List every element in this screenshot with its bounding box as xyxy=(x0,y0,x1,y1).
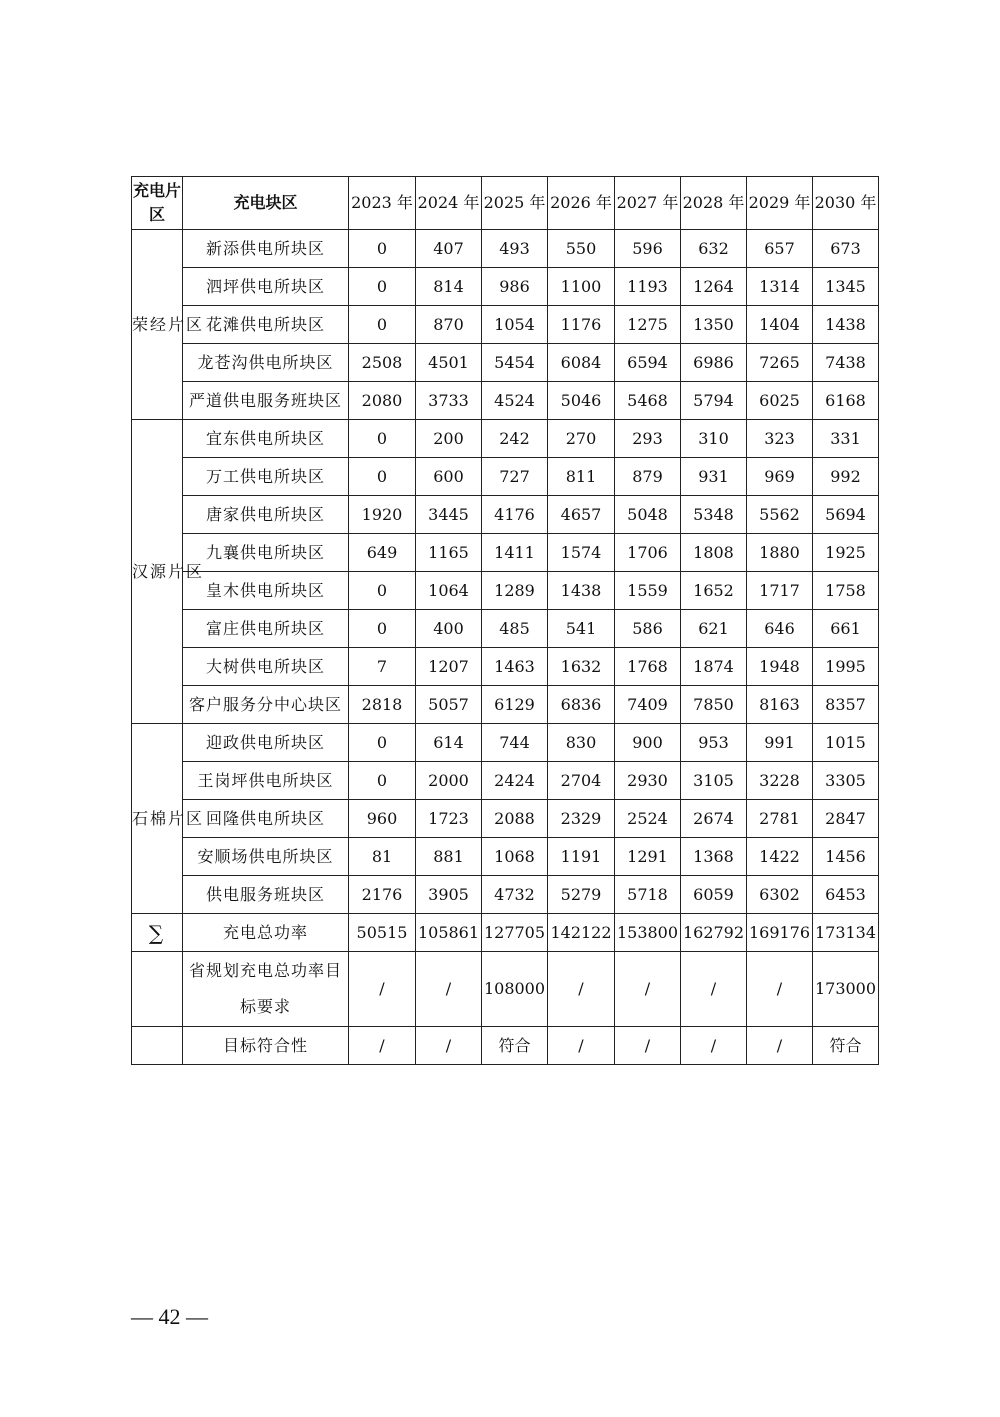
value-cell: 614 xyxy=(416,724,482,762)
value-cell: 992 xyxy=(813,458,879,496)
value-cell: 4176 xyxy=(482,496,548,534)
value-cell: 407 xyxy=(416,230,482,268)
value-cell: 1176 xyxy=(548,306,615,344)
value-cell: 986 xyxy=(482,268,548,306)
header-year-2023: 2023 年 xyxy=(349,177,416,230)
value-cell: 2080 xyxy=(349,382,416,420)
value-cell: 1456 xyxy=(813,838,879,876)
value-cell: 5468 xyxy=(615,382,681,420)
value-cell: 649 xyxy=(349,534,416,572)
block-name-cell: 泗坪供电所块区 xyxy=(183,268,349,306)
value-cell: 1264 xyxy=(681,268,747,306)
value-cell: 1559 xyxy=(615,572,681,610)
value-cell: 7438 xyxy=(813,344,879,382)
table-row xyxy=(132,382,879,420)
value-cell: / xyxy=(416,1027,482,1065)
table-row xyxy=(132,762,879,800)
value-cell: / xyxy=(548,1027,615,1065)
value-cell: 1438 xyxy=(813,306,879,344)
header-year-2028: 2028 年 xyxy=(681,177,747,230)
value-cell: 5279 xyxy=(548,876,615,914)
value-cell: 7409 xyxy=(615,686,681,724)
value-cell: 900 xyxy=(615,724,681,762)
value-cell: 1068 xyxy=(482,838,548,876)
block-name-cell: 九襄供电所块区 xyxy=(183,534,349,572)
value-cell: / xyxy=(747,1027,813,1065)
header-year-2026: 2026 年 xyxy=(548,177,615,230)
value-cell: 4501 xyxy=(416,344,482,382)
value-cell: 1995 xyxy=(813,648,879,686)
value-cell: 1411 xyxy=(482,534,548,572)
table-row xyxy=(132,648,879,686)
value-cell: 5348 xyxy=(681,496,747,534)
value-cell: 81 xyxy=(349,838,416,876)
table-row xyxy=(132,344,879,382)
value-cell: 1438 xyxy=(548,572,615,610)
value-cell: 1717 xyxy=(747,572,813,610)
block-name-cell: 安顺场供电所块区 xyxy=(183,838,349,876)
value-cell: 符合 xyxy=(813,1027,879,1065)
value-cell: 4524 xyxy=(482,382,548,420)
value-cell: 1165 xyxy=(416,534,482,572)
value-cell: 5454 xyxy=(482,344,548,382)
value-cell: 符合 xyxy=(482,1027,548,1065)
value-cell: 400 xyxy=(416,610,482,648)
block-name-cell: 回隆供电所块区 xyxy=(183,800,349,838)
header-year-2025: 2025 年 xyxy=(482,177,548,230)
table-row xyxy=(132,458,879,496)
value-cell: 5057 xyxy=(416,686,482,724)
value-cell: 960 xyxy=(349,800,416,838)
value-cell: 3733 xyxy=(416,382,482,420)
value-cell: 661 xyxy=(813,610,879,648)
value-cell: 1948 xyxy=(747,648,813,686)
value-cell: 8357 xyxy=(813,686,879,724)
value-cell: 1808 xyxy=(681,534,747,572)
block-name-cell: 充电总功率 xyxy=(183,914,349,952)
value-cell: 814 xyxy=(416,268,482,306)
header-charging-area: 充电片区 xyxy=(132,177,183,230)
table-row xyxy=(132,420,879,458)
value-cell: / xyxy=(681,952,747,1027)
value-cell: 1064 xyxy=(416,572,482,610)
block-name-cell: 供电服务班块区 xyxy=(183,876,349,914)
table-row xyxy=(132,686,879,724)
value-cell: 108000 xyxy=(482,952,548,1027)
value-cell: 173134 xyxy=(813,914,879,952)
value-cell: 8163 xyxy=(747,686,813,724)
value-cell: 2000 xyxy=(416,762,482,800)
value-cell: 6168 xyxy=(813,382,879,420)
table-row xyxy=(132,876,879,914)
value-cell: 879 xyxy=(615,458,681,496)
value-cell: 485 xyxy=(482,610,548,648)
value-cell: 811 xyxy=(548,458,615,496)
block-name-cell: 王岗坪供电所块区 xyxy=(183,762,349,800)
value-cell: 596 xyxy=(615,230,681,268)
value-cell: 127705 xyxy=(482,914,548,952)
value-cell: / xyxy=(349,1027,416,1065)
value-cell: 1314 xyxy=(747,268,813,306)
table-row xyxy=(132,800,879,838)
value-cell: 5048 xyxy=(615,496,681,534)
value-cell: 6986 xyxy=(681,344,747,382)
value-cell: 1874 xyxy=(681,648,747,686)
value-cell: 744 xyxy=(482,724,548,762)
value-cell: 1463 xyxy=(482,648,548,686)
value-cell: 5794 xyxy=(681,382,747,420)
value-cell: 0 xyxy=(349,458,416,496)
value-cell: 7265 xyxy=(747,344,813,382)
value-cell: 881 xyxy=(416,838,482,876)
value-cell: 2847 xyxy=(813,800,879,838)
value-cell: 3228 xyxy=(747,762,813,800)
value-cell: 5046 xyxy=(548,382,615,420)
value-cell: 1275 xyxy=(615,306,681,344)
value-cell: 2088 xyxy=(482,800,548,838)
value-cell: 6025 xyxy=(747,382,813,420)
value-cell: 5694 xyxy=(813,496,879,534)
value-cell: 6129 xyxy=(482,686,548,724)
value-cell: 1574 xyxy=(548,534,615,572)
value-cell: 870 xyxy=(416,306,482,344)
value-cell: 1193 xyxy=(615,268,681,306)
value-cell: 953 xyxy=(681,724,747,762)
value-cell: 0 xyxy=(349,230,416,268)
page-number: — 42 — xyxy=(131,1304,208,1329)
value-cell: 657 xyxy=(747,230,813,268)
value-cell: 6302 xyxy=(747,876,813,914)
value-cell: 7850 xyxy=(681,686,747,724)
block-name-cell: 新添供电所块区 xyxy=(183,230,349,268)
table-row xyxy=(132,838,879,876)
value-cell: 153800 xyxy=(615,914,681,952)
value-cell: 0 xyxy=(349,724,416,762)
table-row xyxy=(132,268,879,306)
table-row xyxy=(132,496,879,534)
value-cell: 1015 xyxy=(813,724,879,762)
header-year-2030: 2030 年 xyxy=(813,177,879,230)
value-cell: 1291 xyxy=(615,838,681,876)
table-row xyxy=(132,230,879,268)
block-name-cell: 严道供电服务班块区 xyxy=(183,382,349,420)
value-cell: 169176 xyxy=(747,914,813,952)
value-cell: 0 xyxy=(349,306,416,344)
value-cell: 50515 xyxy=(349,914,416,952)
block-name-cell: 龙苍沟供电所块区 xyxy=(183,344,349,382)
value-cell: / xyxy=(615,1027,681,1065)
value-cell: / xyxy=(681,1027,747,1065)
value-cell: 673 xyxy=(813,230,879,268)
value-cell: 632 xyxy=(681,230,747,268)
block-name-cell: 富庄供电所块区 xyxy=(183,610,349,648)
value-cell: / xyxy=(349,952,416,1027)
value-cell: 1758 xyxy=(813,572,879,610)
block-name-cell: 目标符合性 xyxy=(183,1027,349,1065)
value-cell: 310 xyxy=(681,420,747,458)
value-cell: 0 xyxy=(349,762,416,800)
value-cell: 6059 xyxy=(681,876,747,914)
value-cell: 0 xyxy=(349,610,416,648)
value-cell: 1706 xyxy=(615,534,681,572)
value-cell: 969 xyxy=(747,458,813,496)
value-cell: 0 xyxy=(349,268,416,306)
value-cell: 1768 xyxy=(615,648,681,686)
value-cell: 7 xyxy=(349,648,416,686)
table-row xyxy=(132,724,879,762)
table-row xyxy=(132,914,879,952)
value-cell: 142122 xyxy=(548,914,615,952)
block-name-cell: 省规划充电总功率目标要求 xyxy=(183,952,349,1027)
value-cell: 0 xyxy=(349,572,416,610)
value-cell: 727 xyxy=(482,458,548,496)
block-name-cell: 唐家供电所块区 xyxy=(183,496,349,534)
value-cell: 1422 xyxy=(747,838,813,876)
value-cell: 1920 xyxy=(349,496,416,534)
value-cell: / xyxy=(548,952,615,1027)
value-cell: 2781 xyxy=(747,800,813,838)
value-cell: 2818 xyxy=(349,686,416,724)
value-cell: 1054 xyxy=(482,306,548,344)
value-cell: 1207 xyxy=(416,648,482,686)
value-cell: 2524 xyxy=(615,800,681,838)
value-cell: 323 xyxy=(747,420,813,458)
value-cell: 105861 xyxy=(416,914,482,952)
value-cell: 586 xyxy=(615,610,681,648)
value-cell: 493 xyxy=(482,230,548,268)
value-cell: 541 xyxy=(548,610,615,648)
value-cell: 6453 xyxy=(813,876,879,914)
value-cell: 621 xyxy=(681,610,747,648)
value-cell: 4657 xyxy=(548,496,615,534)
value-cell: 4732 xyxy=(482,876,548,914)
table-row xyxy=(132,952,879,1027)
header-year-2024: 2024 年 xyxy=(416,177,482,230)
value-cell: 0 xyxy=(349,420,416,458)
block-name-cell: 迎政供电所块区 xyxy=(183,724,349,762)
header-year-2029: 2029 年 xyxy=(747,177,813,230)
value-cell: 1723 xyxy=(416,800,482,838)
value-cell: 2176 xyxy=(349,876,416,914)
value-cell: / xyxy=(416,952,482,1027)
value-cell: 830 xyxy=(548,724,615,762)
value-cell: 2508 xyxy=(349,344,416,382)
value-cell: 173000 xyxy=(813,952,879,1027)
value-cell: 270 xyxy=(548,420,615,458)
block-name-cell: 宜东供电所块区 xyxy=(183,420,349,458)
header-row xyxy=(132,177,879,230)
value-cell: 1100 xyxy=(548,268,615,306)
value-cell: 3905 xyxy=(416,876,482,914)
block-name-cell: 万工供电所块区 xyxy=(183,458,349,496)
block-name-cell: 大树供电所块区 xyxy=(183,648,349,686)
header-year-2027: 2027 年 xyxy=(615,177,681,230)
value-cell: 2704 xyxy=(548,762,615,800)
table-row xyxy=(132,610,879,648)
table-row xyxy=(132,1027,879,1065)
table-row xyxy=(132,306,879,344)
area-cell-hanyuan: 汉源片区 xyxy=(132,420,183,724)
value-cell: 2424 xyxy=(482,762,548,800)
value-cell: 1191 xyxy=(548,838,615,876)
block-name-cell: 皇木供电所块区 xyxy=(183,572,349,610)
table-row xyxy=(132,572,879,610)
value-cell: 2674 xyxy=(681,800,747,838)
value-cell: 1404 xyxy=(747,306,813,344)
value-cell: 200 xyxy=(416,420,482,458)
value-cell: 5562 xyxy=(747,496,813,534)
value-cell: 991 xyxy=(747,724,813,762)
value-cell: 1652 xyxy=(681,572,747,610)
block-name-cell: 客户服务分中心块区 xyxy=(183,686,349,724)
table-row xyxy=(132,534,879,572)
value-cell: 293 xyxy=(615,420,681,458)
value-cell: 2329 xyxy=(548,800,615,838)
value-cell: 6084 xyxy=(548,344,615,382)
area-cell-empty xyxy=(132,952,183,1027)
value-cell: 5718 xyxy=(615,876,681,914)
value-cell: 3305 xyxy=(813,762,879,800)
value-cell: 600 xyxy=(416,458,482,496)
value-cell: 1289 xyxy=(482,572,548,610)
area-cell-shimian: 石棉片区 xyxy=(132,724,183,914)
area-cell-rongjing: 荣经片区 xyxy=(132,230,183,420)
value-cell: / xyxy=(615,952,681,1027)
value-cell: 1368 xyxy=(681,838,747,876)
value-cell: 3445 xyxy=(416,496,482,534)
charging-plan-table xyxy=(131,176,879,1065)
value-cell: 3105 xyxy=(681,762,747,800)
value-cell: 931 xyxy=(681,458,747,496)
value-cell: 2930 xyxy=(615,762,681,800)
area-cell-empty xyxy=(132,1027,183,1065)
value-cell: 1345 xyxy=(813,268,879,306)
header-charging-block: 充电块区 xyxy=(183,177,349,230)
block-name-cell: 花滩供电所块区 xyxy=(183,306,349,344)
value-cell: 331 xyxy=(813,420,879,458)
value-cell: 162792 xyxy=(681,914,747,952)
value-cell: 1880 xyxy=(747,534,813,572)
value-cell: 1925 xyxy=(813,534,879,572)
value-cell: 550 xyxy=(548,230,615,268)
area-cell-sum: ∑ xyxy=(132,914,183,952)
value-cell: 1632 xyxy=(548,648,615,686)
value-cell: 646 xyxy=(747,610,813,648)
value-cell: 242 xyxy=(482,420,548,458)
value-cell: 6836 xyxy=(548,686,615,724)
value-cell: 1350 xyxy=(681,306,747,344)
value-cell: / xyxy=(747,952,813,1027)
value-cell: 6594 xyxy=(615,344,681,382)
